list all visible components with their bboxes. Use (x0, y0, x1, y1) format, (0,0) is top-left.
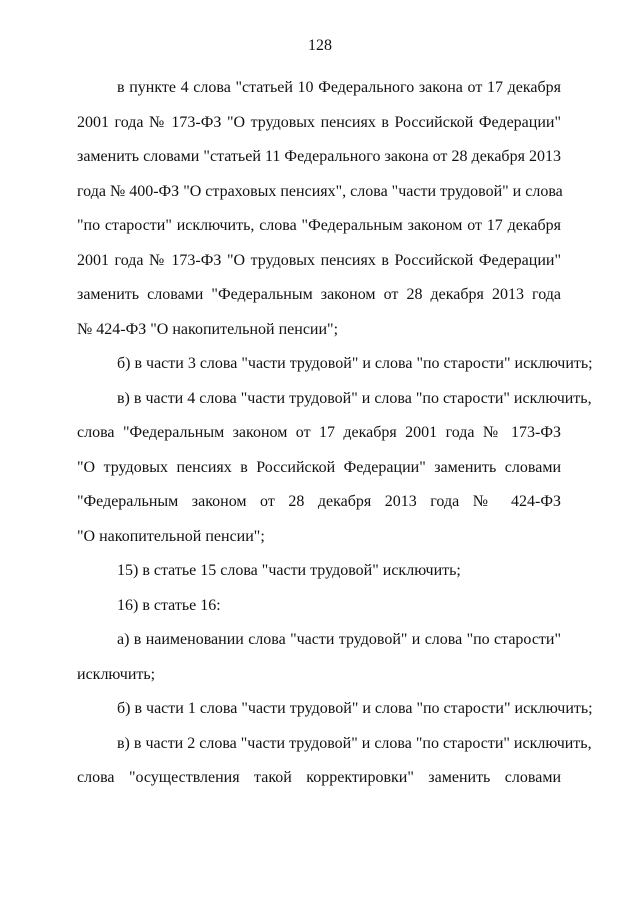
text-line: 16) в статье 16: (117, 596, 221, 614)
text-line: а) в наименовании слова "части трудовой" и слова "по старости" (117, 631, 561, 648)
text-line: 2001 года № 173-ФЗ "О трудовых пенсиях в Российской Федерации" (77, 251, 561, 269)
text-line: б) в части 3 слова "части трудовой" и слова "по старости" исключить; (117, 355, 593, 372)
text-line: "О трудовых пенсиях в Российской Федерации" заменить словами (77, 458, 561, 476)
text-line: слова "осуществления такой корректировки" заменить словами (77, 769, 561, 786)
text-line: № 424-ФЗ "О накопительной пенсии"; (77, 320, 339, 338)
text-line: в) в части 2 слова "части трудовой" и слова "по старости" исключить, (117, 734, 592, 752)
text-line: исключить; (77, 665, 156, 683)
text-line: заменить словами "Федеральным законом от 28 декабря 2013 года (77, 286, 561, 303)
text-line: 2001 года № 173-ФЗ "О трудовых пенсиях в Российской Федерации" (77, 113, 561, 131)
text-line: в пункте 4 слова "статьей 10 Федерального закона от 17 декабря (117, 79, 561, 96)
text-line: слова "Федеральным законом от 17 декабря 2001 года № 173-ФЗ (77, 424, 561, 441)
page-number: 128 (308, 37, 332, 54)
text-line: "по старости" исключить, слова "Федеральным законом от 17 декабря (77, 217, 561, 234)
text-line: 15) в статье 15 слова "части трудовой" исключить; (117, 562, 461, 579)
text-line: "О накопительной пенсии"; (77, 527, 265, 545)
text-line: в) в части 4 слова "части трудовой" и слова "по старости" исключить, (117, 389, 592, 407)
text-line: заменить словами "статьей 11 Федерального закона от 28 декабря 2013 (77, 148, 561, 165)
document-body (77, 71, 593, 796)
text-line: б) в части 1 слова "части трудовой" и слова "по старости" исключить; (117, 700, 593, 717)
text-line: года № 400-ФЗ "О страховых пенсиях", слова "части трудовой" и слова (77, 182, 563, 200)
text-line: "Федеральным законом от 28 декабря 2013 года № 424-ФЗ (77, 493, 561, 510)
